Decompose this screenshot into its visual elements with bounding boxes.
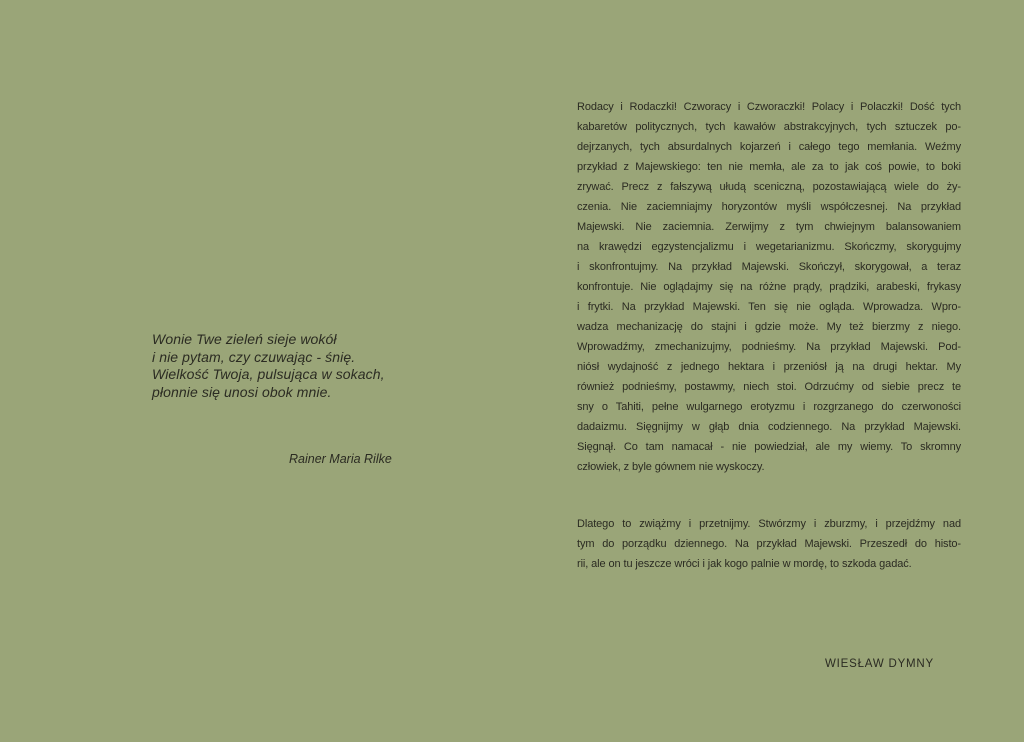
text-line: Sięgnął. Co tam namacał - nie powiedział, ale my wiemy. To skromny [577, 441, 961, 453]
author-signature: WIESŁAW DYMNY [824, 658, 934, 670]
essay-paragraph-1 [577, 97, 961, 477]
poem-quote [152, 331, 452, 401]
text-line: czenia. Nie zaciemniajmy horyzontów myśli współczesnej. Na przykład [577, 201, 961, 213]
text-line: wadza mechanizację do stajni i gdzie może. My też bierzmy z niego. [577, 321, 961, 333]
text-line: na krawędzi egzystencjalizmu i wegetarianizmu. Skończmy, skorygujmy [577, 241, 961, 253]
text-line: Majewski. Nie zaciemnia. Zerwijmy z tym chwiejnym balansowaniem [577, 221, 961, 233]
text-line: Wielkość Twoja, pulsująca w sokach, [152, 366, 385, 382]
text-line: również podnieśmy, postawmy, niech stoi. Odrzućmy od siebie precz te [577, 381, 961, 393]
text-line: rii, ale on tu jeszcze wróci i jak kogo palnie w mordę, to szkoda gadać. [577, 558, 912, 570]
text-line: przykład z Majewskiego: ten nie memła, ale za to jak coś powie, to boki [577, 161, 961, 173]
text-line: płonnie się unosi obok mnie. [152, 383, 332, 400]
text-line: Wonie Twe zieleń sieje wokół [152, 331, 337, 347]
text-line: Wprowadźmy, zmechanizujmy, podnieśmy. Na przykład Majewski. Pod- [577, 341, 961, 353]
text-line: Dlatego to zwiążmy i przetnijmy. Stwórzmy i zburzmy, i przejdźmy nad [577, 518, 961, 530]
text-line: sny o Tahiti, pełne wulgarnego erotyzmu i rozgrzanego do czerwoności [577, 401, 961, 413]
text-line: tym do porządku dziennego. Na przykład Majewski. Przeszedł do histo- [577, 538, 961, 550]
text-line: dadaizmu. Sięgnijmy w głąb dnia codziennego. Na przykład Majewski. [577, 421, 961, 433]
text-line: kabaretów politycznych, tych kawałów abstrakcyjnych, tych sztuczek po- [577, 121, 961, 133]
text-line: człowiek, z byle gównem nie wyskoczy. [577, 461, 765, 473]
poem-attribution: Rainer Maria Rilke [289, 452, 392, 466]
text-line: dejrzanych, tych absurdalnych kojarzeń i całego tego memłania. Weźmy [577, 141, 961, 153]
essay-column [577, 97, 961, 674]
text-line: i nie pytam, czy czuwając - śnię. [152, 348, 356, 365]
poem-text [152, 331, 452, 401]
text-line: i skonfrontujmy. Na przykład Majewski. Skończył, skorygował, a teraz [577, 261, 961, 273]
text-line: zrywać. Precz z fałszywą ułudą sceniczną, pozostawiającą wiele do ży- [577, 181, 961, 193]
essay-paragraph-2 [577, 514, 961, 574]
text-line: i frytki. Na przykład Majewski. Ten się nie ogląda. Wprowadza. Wpro- [577, 301, 961, 313]
text-line: Rodacy i Rodaczki! Czworacy i Czworaczki! Polacy i Polaczki! Dość tych [577, 101, 961, 113]
text-line: konfrontuje. Nie oglądajmy się na różne prądy, prądziki, arabeski, frykasy [577, 281, 961, 293]
text-line: niósł wydajność z jednego hektara i przeniósł ją na drugi hektar. My [577, 361, 961, 373]
